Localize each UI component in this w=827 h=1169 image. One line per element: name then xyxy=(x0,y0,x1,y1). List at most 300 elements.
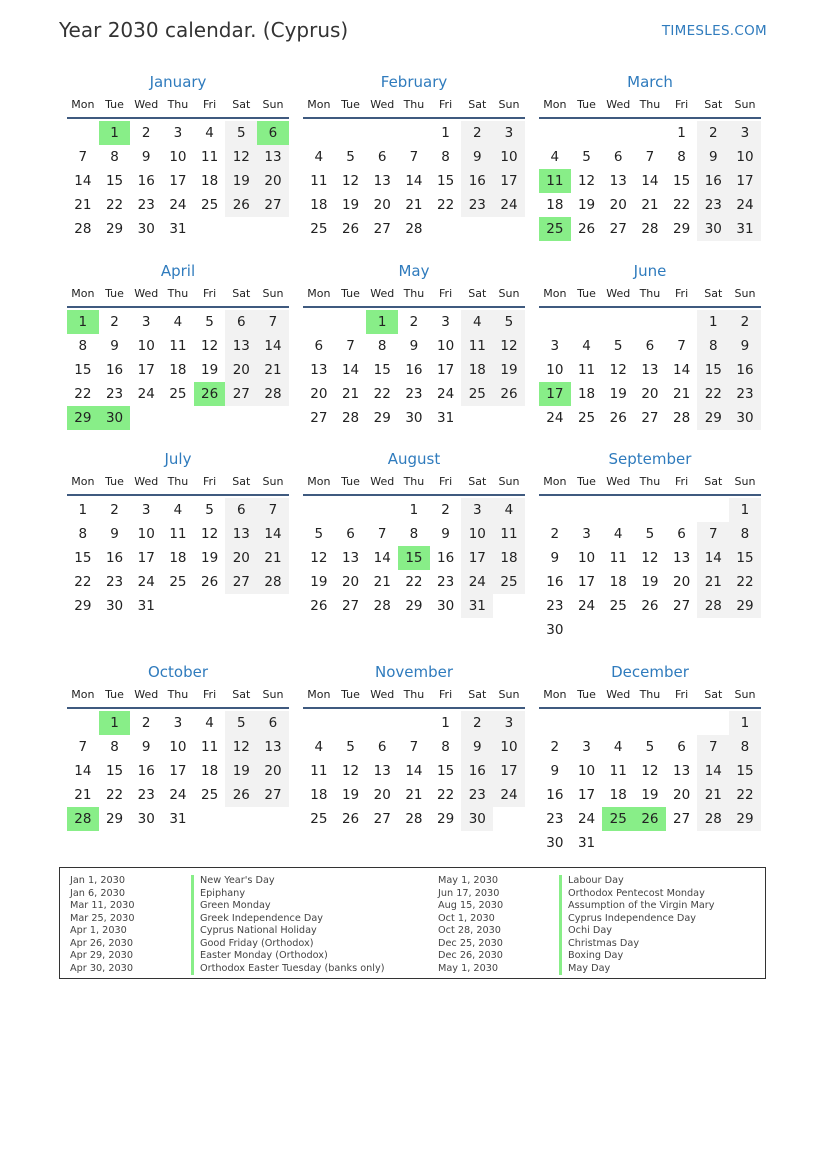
weekend-day-cell[interactable]: 21 xyxy=(257,358,289,382)
weekend-day-cell[interactable]: 1 xyxy=(729,711,761,735)
day-cell[interactable]: 5 xyxy=(205,502,214,518)
holiday-day-cell[interactable]: 25 xyxy=(539,217,571,241)
day-cell[interactable]: 3 xyxy=(550,338,560,354)
weekend-day-cell[interactable]: 9 xyxy=(461,145,493,169)
day-cell[interactable]: 7 xyxy=(645,149,655,165)
weekend-day-cell[interactable]: 15 xyxy=(729,546,761,570)
day-cell[interactable]: 13 xyxy=(641,362,659,378)
day-cell[interactable]: 25 xyxy=(310,811,328,827)
day-cell[interactable]: 24 xyxy=(169,787,187,803)
day-cell[interactable]: 16 xyxy=(546,574,564,590)
day-cell[interactable]: 5 xyxy=(582,149,591,165)
weekend-day-cell[interactable]: 2 xyxy=(729,310,761,334)
day-cell[interactable]: 26 xyxy=(609,410,627,426)
weekend-day-cell[interactable]: 2 xyxy=(461,121,493,145)
day-cell[interactable]: 10 xyxy=(546,362,564,378)
day-cell[interactable]: 20 xyxy=(673,787,691,803)
day-cell[interactable]: 24 xyxy=(169,197,187,213)
day-cell[interactable]: 14 xyxy=(405,763,423,779)
day-cell[interactable]: 14 xyxy=(405,173,423,189)
weekend-day-cell[interactable]: 22 xyxy=(729,570,761,594)
day-cell[interactable]: 29 xyxy=(105,811,124,827)
weekend-day-cell[interactable]: 28 xyxy=(697,807,729,831)
weekend-day-cell[interactable]: 7 xyxy=(257,498,289,522)
day-cell[interactable]: 12 xyxy=(201,338,219,354)
weekend-day-cell[interactable]: 10 xyxy=(493,145,525,169)
day-cell[interactable]: 13 xyxy=(310,362,328,378)
day-cell[interactable]: 2 xyxy=(441,502,450,518)
day-cell[interactable]: 21 xyxy=(74,787,92,803)
day-cell[interactable]: 29 xyxy=(405,598,423,614)
day-cell[interactable]: 24 xyxy=(437,386,455,402)
weekend-day-cell[interactable]: 23 xyxy=(461,783,493,807)
holiday-day-cell[interactable]: 11 xyxy=(539,169,571,193)
day-cell[interactable]: 25 xyxy=(201,197,219,213)
day-cell[interactable]: 22 xyxy=(405,574,423,590)
day-cell[interactable]: 23 xyxy=(137,197,155,213)
holiday-day-cell[interactable]: 28 xyxy=(67,807,99,831)
weekend-day-cell[interactable]: 15 xyxy=(697,358,729,382)
weekend-day-cell[interactable]: 3 xyxy=(461,498,493,522)
weekend-day-cell[interactable]: 21 xyxy=(697,570,729,594)
holiday-day-cell[interactable]: 26 xyxy=(634,807,666,831)
weekend-day-cell[interactable]: 14 xyxy=(257,334,289,358)
day-cell[interactable]: 19 xyxy=(201,362,219,378)
weekend-day-cell[interactable]: 1 xyxy=(697,310,729,334)
day-cell[interactable]: 4 xyxy=(314,739,324,755)
weekend-day-cell[interactable]: 24 xyxy=(493,783,525,807)
weekend-day-cell[interactable]: 17 xyxy=(493,759,525,783)
weekend-day-cell[interactable]: 17 xyxy=(461,546,493,570)
weekend-day-cell[interactable]: 11 xyxy=(461,334,493,358)
day-cell[interactable]: 15 xyxy=(105,763,124,779)
weekend-day-cell[interactable]: 30 xyxy=(729,406,761,430)
day-cell[interactable]: 5 xyxy=(314,526,324,542)
weekend-day-cell[interactable]: 9 xyxy=(461,735,493,759)
day-cell[interactable]: 4 xyxy=(613,739,623,755)
day-cell[interactable]: 20 xyxy=(310,386,328,402)
day-cell[interactable]: 24 xyxy=(137,574,155,590)
day-cell[interactable]: 30 xyxy=(105,598,124,614)
day-cell[interactable]: 12 xyxy=(577,173,596,189)
day-cell[interactable]: 2 xyxy=(110,314,119,330)
holiday-day-cell[interactable]: 25 xyxy=(602,807,634,831)
weekend-day-cell[interactable]: 14 xyxy=(697,546,729,570)
day-cell[interactable]: 4 xyxy=(205,125,214,141)
day-cell[interactable]: 21 xyxy=(405,197,423,213)
weekend-day-cell[interactable]: 1 xyxy=(729,498,761,522)
day-cell[interactable]: 26 xyxy=(577,221,596,237)
day-cell[interactable]: 6 xyxy=(677,739,686,755)
weekend-day-cell[interactable]: 10 xyxy=(461,522,493,546)
weekend-day-cell[interactable]: 18 xyxy=(493,546,525,570)
weekend-day-cell[interactable]: 13 xyxy=(225,522,257,546)
day-cell[interactable]: 19 xyxy=(201,550,219,566)
day-cell[interactable]: 14 xyxy=(673,362,691,378)
day-cell[interactable]: 28 xyxy=(405,811,423,827)
day-cell[interactable]: 17 xyxy=(137,362,155,378)
holiday-day-cell[interactable]: 30 xyxy=(99,406,131,430)
day-cell[interactable]: 21 xyxy=(673,386,691,402)
day-cell[interactable]: 25 xyxy=(310,221,328,237)
day-cell[interactable]: 28 xyxy=(74,221,92,237)
weekend-day-cell[interactable]: 31 xyxy=(729,217,761,241)
day-cell[interactable]: 30 xyxy=(546,835,564,851)
day-cell[interactable]: 8 xyxy=(441,149,450,165)
weekend-day-cell[interactable]: 5 xyxy=(493,310,525,334)
weekend-day-cell[interactable]: 27 xyxy=(257,193,289,217)
weekend-day-cell[interactable]: 11 xyxy=(493,522,525,546)
day-cell[interactable]: 23 xyxy=(405,386,423,402)
weekend-day-cell[interactable]: 5 xyxy=(225,121,257,145)
day-cell[interactable]: 28 xyxy=(641,221,659,237)
day-cell[interactable]: 28 xyxy=(373,598,391,614)
day-cell[interactable]: 17 xyxy=(577,787,596,803)
day-cell[interactable]: 17 xyxy=(169,763,187,779)
day-cell[interactable]: 18 xyxy=(201,173,219,189)
weekend-day-cell[interactable]: 28 xyxy=(257,382,289,406)
day-cell[interactable]: 1 xyxy=(441,715,450,731)
day-cell[interactable]: 20 xyxy=(673,574,691,590)
day-cell[interactable]: 14 xyxy=(74,173,92,189)
day-cell[interactable]: 29 xyxy=(373,410,391,426)
day-cell[interactable]: 17 xyxy=(169,173,187,189)
day-cell[interactable]: 4 xyxy=(314,149,324,165)
day-cell[interactable]: 9 xyxy=(441,526,450,542)
day-cell[interactable]: 10 xyxy=(577,763,596,779)
day-cell[interactable]: 23 xyxy=(546,811,564,827)
day-cell[interactable]: 26 xyxy=(201,574,219,590)
site-link[interactable]: TIMESLES.COM xyxy=(661,23,767,39)
weekend-day-cell[interactable]: 19 xyxy=(493,358,525,382)
day-cell[interactable]: 3 xyxy=(141,502,151,518)
weekend-day-cell[interactable]: 3 xyxy=(493,711,525,735)
day-cell[interactable]: 27 xyxy=(341,598,360,614)
day-cell[interactable]: 2 xyxy=(110,502,119,518)
weekend-day-cell[interactable]: 3 xyxy=(729,121,761,145)
day-cell[interactable]: 25 xyxy=(609,598,627,614)
day-cell[interactable]: 19 xyxy=(341,197,360,213)
day-cell[interactable]: 15 xyxy=(105,173,124,189)
day-cell[interactable]: 20 xyxy=(609,197,627,213)
day-cell[interactable]: 13 xyxy=(341,550,360,566)
weekend-day-cell[interactable]: 21 xyxy=(697,783,729,807)
day-cell[interactable]: 12 xyxy=(341,763,360,779)
day-cell[interactable]: 11 xyxy=(310,173,328,189)
day-cell[interactable]: 10 xyxy=(137,526,155,542)
day-cell[interactable]: 14 xyxy=(641,173,659,189)
day-cell[interactable]: 8 xyxy=(377,338,387,354)
day-cell[interactable]: 9 xyxy=(550,763,560,779)
day-cell[interactable]: 6 xyxy=(377,149,387,165)
day-cell[interactable]: 3 xyxy=(173,125,183,141)
day-cell[interactable]: 21 xyxy=(405,787,423,803)
day-cell[interactable]: 7 xyxy=(78,739,88,755)
day-cell[interactable]: 26 xyxy=(341,221,360,237)
day-cell[interactable]: 21 xyxy=(641,197,659,213)
day-cell[interactable]: 13 xyxy=(373,763,391,779)
day-cell[interactable]: 22 xyxy=(74,386,92,402)
day-cell[interactable]: 4 xyxy=(550,149,560,165)
day-cell[interactable]: 31 xyxy=(437,410,455,426)
day-cell[interactable]: 19 xyxy=(341,787,360,803)
day-cell[interactable]: 11 xyxy=(609,763,627,779)
weekend-day-cell[interactable]: 7 xyxy=(697,522,729,546)
day-cell[interactable]: 22 xyxy=(105,787,124,803)
day-cell[interactable]: 1 xyxy=(677,125,686,141)
day-cell[interactable]: 11 xyxy=(609,550,627,566)
weekend-day-cell[interactable]: 20 xyxy=(257,759,289,783)
day-cell[interactable]: 12 xyxy=(641,763,659,779)
holiday-day-cell[interactable]: 26 xyxy=(194,382,226,406)
day-cell[interactable]: 7 xyxy=(677,338,686,354)
weekend-day-cell[interactable]: 7 xyxy=(257,310,289,334)
weekend-day-cell[interactable]: 29 xyxy=(697,406,729,430)
weekend-day-cell[interactable]: 9 xyxy=(697,145,729,169)
weekend-day-cell[interactable]: 16 xyxy=(697,169,729,193)
day-cell[interactable]: 10 xyxy=(577,550,596,566)
weekend-day-cell[interactable]: 27 xyxy=(225,382,257,406)
weekend-day-cell[interactable]: 23 xyxy=(461,193,493,217)
weekend-day-cell[interactable]: 19 xyxy=(225,759,257,783)
day-cell[interactable]: 19 xyxy=(577,197,596,213)
day-cell[interactable]: 6 xyxy=(314,338,324,354)
weekend-day-cell[interactable]: 29 xyxy=(729,594,761,618)
holiday-day-cell[interactable]: 15 xyxy=(398,546,430,570)
day-cell[interactable]: 18 xyxy=(169,550,187,566)
weekend-day-cell[interactable]: 4 xyxy=(461,310,493,334)
day-cell[interactable]: 8 xyxy=(110,149,119,165)
weekend-day-cell[interactable]: 8 xyxy=(729,522,761,546)
weekend-day-cell[interactable]: 22 xyxy=(697,382,729,406)
day-cell[interactable]: 5 xyxy=(613,338,623,354)
day-cell[interactable]: 3 xyxy=(173,715,183,731)
day-cell[interactable]: 1 xyxy=(441,125,450,141)
day-cell[interactable]: 15 xyxy=(437,173,455,189)
day-cell[interactable]: 8 xyxy=(409,526,419,542)
day-cell[interactable]: 5 xyxy=(346,149,355,165)
day-cell[interactable]: 10 xyxy=(437,338,455,354)
day-cell[interactable]: 4 xyxy=(173,314,183,330)
holiday-day-cell[interactable]: 1 xyxy=(99,711,131,735)
day-cell[interactable]: 11 xyxy=(310,763,328,779)
weekend-day-cell[interactable]: 23 xyxy=(697,193,729,217)
day-cell[interactable]: 25 xyxy=(201,787,219,803)
weekend-day-cell[interactable]: 10 xyxy=(493,735,525,759)
weekend-day-cell[interactable]: 24 xyxy=(493,193,525,217)
day-cell[interactable]: 2 xyxy=(141,715,151,731)
day-cell[interactable]: 6 xyxy=(346,526,355,542)
day-cell[interactable]: 13 xyxy=(673,550,691,566)
weekend-day-cell[interactable]: 6 xyxy=(225,498,257,522)
weekend-day-cell[interactable]: 31 xyxy=(461,594,493,618)
day-cell[interactable]: 6 xyxy=(377,739,387,755)
day-cell[interactable]: 14 xyxy=(341,362,360,378)
day-cell[interactable]: 26 xyxy=(310,598,328,614)
day-cell[interactable]: 13 xyxy=(373,173,391,189)
day-cell[interactable]: 18 xyxy=(546,197,564,213)
weekend-day-cell[interactable]: 22 xyxy=(729,783,761,807)
day-cell[interactable]: 20 xyxy=(341,574,360,590)
weekend-day-cell[interactable]: 28 xyxy=(697,594,729,618)
day-cell[interactable]: 8 xyxy=(441,739,450,755)
day-cell[interactable]: 19 xyxy=(641,787,659,803)
day-cell[interactable]: 1 xyxy=(78,502,88,518)
day-cell[interactable]: 22 xyxy=(373,386,391,402)
weekend-day-cell[interactable]: 21 xyxy=(257,546,289,570)
day-cell[interactable]: 22 xyxy=(74,574,92,590)
day-cell[interactable]: 12 xyxy=(609,362,627,378)
day-cell[interactable]: 24 xyxy=(577,598,596,614)
day-cell[interactable]: 18 xyxy=(609,574,627,590)
day-cell[interactable]: 16 xyxy=(546,787,564,803)
day-cell[interactable]: 28 xyxy=(673,410,691,426)
day-cell[interactable]: 2 xyxy=(550,526,560,542)
day-cell[interactable]: 14 xyxy=(373,550,391,566)
day-cell[interactable]: 15 xyxy=(673,173,691,189)
day-cell[interactable]: 18 xyxy=(169,362,187,378)
weekend-day-cell[interactable]: 3 xyxy=(493,121,525,145)
day-cell[interactable]: 9 xyxy=(141,739,151,755)
day-cell[interactable]: 8 xyxy=(677,149,686,165)
weekend-day-cell[interactable]: 8 xyxy=(697,334,729,358)
day-cell[interactable]: 24 xyxy=(137,386,155,402)
day-cell[interactable]: 4 xyxy=(582,338,591,354)
weekend-day-cell[interactable]: 10 xyxy=(729,145,761,169)
day-cell[interactable]: 19 xyxy=(641,574,659,590)
day-cell[interactable]: 10 xyxy=(169,149,187,165)
day-cell[interactable]: 11 xyxy=(169,526,187,542)
day-cell[interactable]: 27 xyxy=(373,811,391,827)
day-cell[interactable]: 11 xyxy=(577,362,596,378)
weekend-day-cell[interactable]: 29 xyxy=(729,807,761,831)
day-cell[interactable]: 11 xyxy=(201,149,219,165)
day-cell[interactable]: 7 xyxy=(377,526,387,542)
day-cell[interactable]: 10 xyxy=(137,338,155,354)
holiday-day-cell[interactable]: 17 xyxy=(539,382,571,406)
day-cell[interactable]: 5 xyxy=(645,739,655,755)
holiday-day-cell[interactable]: 1 xyxy=(67,310,99,334)
weekend-day-cell[interactable]: 6 xyxy=(225,310,257,334)
day-cell[interactable]: 3 xyxy=(441,314,450,330)
weekend-day-cell[interactable]: 23 xyxy=(729,382,761,406)
weekend-day-cell[interactable]: 30 xyxy=(697,217,729,241)
day-cell[interactable]: 22 xyxy=(437,197,455,213)
day-cell[interactable]: 25 xyxy=(169,574,187,590)
day-cell[interactable]: 9 xyxy=(409,338,419,354)
day-cell[interactable]: 2 xyxy=(550,739,560,755)
weekend-day-cell[interactable]: 20 xyxy=(225,358,257,382)
day-cell[interactable]: 27 xyxy=(673,598,691,614)
day-cell[interactable]: 2 xyxy=(141,125,151,141)
day-cell[interactable]: 8 xyxy=(78,526,88,542)
holiday-day-cell[interactable]: 1 xyxy=(99,121,131,145)
weekend-day-cell[interactable]: 2 xyxy=(697,121,729,145)
day-cell[interactable]: 6 xyxy=(645,338,655,354)
weekend-day-cell[interactable]: 2 xyxy=(461,711,493,735)
weekend-day-cell[interactable]: 28 xyxy=(257,570,289,594)
day-cell[interactable]: 18 xyxy=(609,787,627,803)
day-cell[interactable]: 12 xyxy=(341,173,360,189)
day-cell[interactable]: 27 xyxy=(673,811,691,827)
day-cell[interactable]: 16 xyxy=(405,362,423,378)
day-cell[interactable]: 18 xyxy=(310,197,328,213)
day-cell[interactable]: 2 xyxy=(409,314,419,330)
day-cell[interactable]: 4 xyxy=(205,715,214,731)
weekend-day-cell[interactable]: 25 xyxy=(493,570,525,594)
day-cell[interactable]: 18 xyxy=(201,763,219,779)
weekend-day-cell[interactable]: 9 xyxy=(729,334,761,358)
day-cell[interactable]: 21 xyxy=(341,386,360,402)
day-cell[interactable]: 3 xyxy=(582,526,591,542)
day-cell[interactable]: 26 xyxy=(641,598,659,614)
day-cell[interactable]: 1 xyxy=(409,502,419,518)
day-cell[interactable]: 27 xyxy=(609,221,627,237)
day-cell[interactable]: 15 xyxy=(74,362,92,378)
weekend-day-cell[interactable]: 5 xyxy=(225,711,257,735)
day-cell[interactable]: 22 xyxy=(437,787,455,803)
day-cell[interactable]: 31 xyxy=(169,811,187,827)
day-cell[interactable]: 28 xyxy=(405,221,423,237)
day-cell[interactable]: 4 xyxy=(173,502,183,518)
day-cell[interactable]: 16 xyxy=(105,362,124,378)
day-cell[interactable]: 3 xyxy=(141,314,151,330)
holiday-day-cell[interactable]: 1 xyxy=(366,310,398,334)
weekend-day-cell[interactable]: 26 xyxy=(225,193,257,217)
day-cell[interactable]: 20 xyxy=(641,386,659,402)
day-cell[interactable]: 31 xyxy=(169,221,187,237)
day-cell[interactable]: 12 xyxy=(641,550,659,566)
day-cell[interactable]: 9 xyxy=(550,550,560,566)
day-cell[interactable]: 20 xyxy=(373,787,391,803)
day-cell[interactable]: 6 xyxy=(677,526,686,542)
holiday-day-cell[interactable]: 29 xyxy=(67,406,99,430)
day-cell[interactable]: 21 xyxy=(74,197,92,213)
day-cell[interactable]: 18 xyxy=(577,386,596,402)
day-cell[interactable]: 15 xyxy=(373,362,391,378)
day-cell[interactable]: 12 xyxy=(310,550,328,566)
day-cell[interactable]: 23 xyxy=(105,386,124,402)
day-cell[interactable]: 23 xyxy=(437,574,455,590)
weekend-day-cell[interactable]: 17 xyxy=(729,169,761,193)
weekend-day-cell[interactable]: 30 xyxy=(461,807,493,831)
weekend-day-cell[interactable]: 8 xyxy=(729,735,761,759)
day-cell[interactable]: 14 xyxy=(74,763,92,779)
weekend-day-cell[interactable]: 12 xyxy=(225,735,257,759)
day-cell[interactable]: 24 xyxy=(577,811,596,827)
weekend-day-cell[interactable]: 13 xyxy=(225,334,257,358)
weekend-day-cell[interactable]: 27 xyxy=(225,570,257,594)
day-cell[interactable]: 27 xyxy=(310,410,328,426)
weekend-day-cell[interactable]: 24 xyxy=(729,193,761,217)
day-cell[interactable]: 16 xyxy=(105,550,124,566)
weekend-day-cell[interactable]: 26 xyxy=(493,382,525,406)
weekend-day-cell[interactable]: 27 xyxy=(257,783,289,807)
day-cell[interactable]: 3 xyxy=(582,739,591,755)
day-cell[interactable]: 9 xyxy=(110,526,119,542)
day-cell[interactable]: 7 xyxy=(78,149,88,165)
day-cell[interactable]: 23 xyxy=(546,598,564,614)
day-cell[interactable]: 30 xyxy=(437,598,455,614)
weekend-day-cell[interactable]: 14 xyxy=(697,759,729,783)
weekend-day-cell[interactable]: 4 xyxy=(493,498,525,522)
day-cell[interactable]: 26 xyxy=(341,811,360,827)
day-cell[interactable]: 30 xyxy=(137,221,155,237)
day-cell[interactable]: 4 xyxy=(613,526,623,542)
day-cell[interactable]: 29 xyxy=(74,598,92,614)
day-cell[interactable]: 18 xyxy=(310,787,328,803)
day-cell[interactable]: 7 xyxy=(409,739,419,755)
